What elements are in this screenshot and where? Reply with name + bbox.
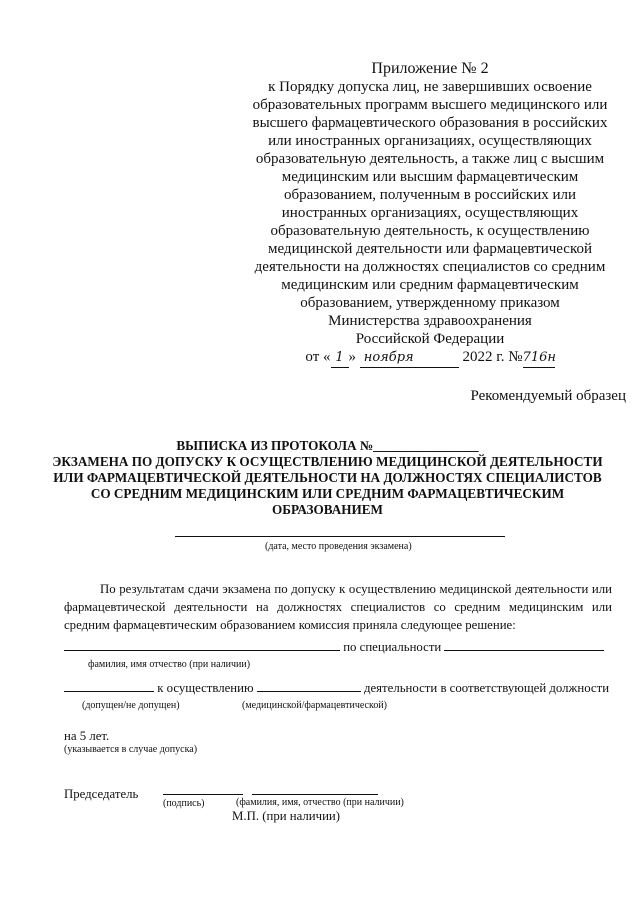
appendix-line: образовательных программ высшего медицинского или xyxy=(252,97,608,113)
appendix-line: к Порядку допуска лиц, не завершивших освоение xyxy=(268,79,592,95)
decision-paragraph: По результатам сдачи экзамена по допуску к осуществлению медицинской деятельности или фармацевтической деятельности на должностях специалистов со средним медицинским или средним фармацевтическим образованием комиссия приняла следующее решение: xyxy=(64,582,612,632)
appendix-line: медицинским или высшим фармацевтическим xyxy=(281,169,579,185)
appendix-title: Приложение № 2 xyxy=(371,60,489,77)
specialty-row xyxy=(64,640,604,655)
date-day: 1 xyxy=(331,349,349,368)
full-name-caption: фамилия, имя отчество (при наличии) xyxy=(88,659,251,670)
protocol-heading xyxy=(40,438,615,518)
recommended-sample-label: Рекомендуемый образец xyxy=(470,388,626,404)
appendix-line: образовательную деятельность, к осуществлению xyxy=(270,223,590,239)
admitted-caption: (допущен/не допущен) xyxy=(82,700,180,711)
full-name-field[interactable] xyxy=(64,640,340,651)
chair-name-field[interactable] xyxy=(252,794,378,795)
order-number: 716н xyxy=(523,349,555,368)
date-place-caption: (дата, место проведения экзамена) xyxy=(265,541,412,552)
appendix-line: медицинской деятельности или фармацевтической xyxy=(267,241,593,257)
term-caption: (указывается в случае допуска) xyxy=(64,744,198,755)
heading-line: ОБРАЗОВАНИЕМ xyxy=(271,502,383,517)
heading-line: ЭКЗАМЕНА ПО ДОПУСКУ К ОСУЩЕСТВЛЕНИЮ МЕДИЦИНСКОЙ ДЕЯТЕЛЬНОСТИ xyxy=(52,454,603,469)
appendix-block xyxy=(235,60,625,368)
appendix-line: медицинским или средним фармацевтическим xyxy=(281,277,579,293)
specialty-field[interactable] xyxy=(444,640,604,651)
appendix-line: деятельности на должностях специалистов со средним xyxy=(254,259,606,275)
chair-label: Председатель xyxy=(64,787,139,801)
decision-mid-label: к осуществлению xyxy=(157,681,254,695)
heading-line: ВЫПИСКА ИЗ ПРОТОКОЛА №________________ xyxy=(176,438,479,453)
term-text: на 5 лет. xyxy=(64,729,110,743)
admitted-field[interactable] xyxy=(64,681,154,692)
date-mid: » xyxy=(348,349,357,365)
order-date-line xyxy=(235,348,625,368)
appendix-line: Министерства здравоохранения xyxy=(328,313,532,329)
appendix-line: или иностранных организациях, осуществляющих xyxy=(268,133,592,149)
appendix-line: Российской Федерации xyxy=(355,331,505,347)
appendix-line: образованием, полученным в российских или xyxy=(283,187,577,203)
heading-line: ИЛИ ФАРМАЦЕВТИЧЕСКОЙ ДЕЯТЕЛЬНОСТИ НА ДОЛЖНОСТЯХ СПЕЦИАЛИСТОВ xyxy=(53,470,602,485)
activity-type-caption: (медицинской/фармацевтической) xyxy=(242,700,388,711)
specialty-label: по специальности xyxy=(343,640,442,654)
date-place-field[interactable] xyxy=(175,536,505,537)
date-month: ноября xyxy=(360,349,459,368)
appendix-line: высшего фармацевтического образования в российских xyxy=(252,115,608,131)
date-year: 2022 г. № xyxy=(462,349,523,365)
stamp-label: М.П. (при наличии) xyxy=(232,809,341,823)
heading-line: СО СРЕДНИМ МЕДИЦИНСКИМ ИЛИ СРЕДНИМ ФАРМАЦЕВТИЧЕСКИМ xyxy=(90,486,565,501)
decision-row xyxy=(64,681,609,696)
appendix-line: образованием, утвержденному приказом xyxy=(300,295,560,311)
signature-field[interactable] xyxy=(163,794,243,795)
chair-name-caption: (фамилия, имя, отчество (при наличии) xyxy=(236,797,404,808)
activity-type-field[interactable] xyxy=(257,681,361,692)
appendix-line: образовательную деятельность, а также лиц с высшим xyxy=(255,151,605,167)
date-prefix: от « xyxy=(305,349,331,365)
decision-end-label: деятельности в соответствующей должности xyxy=(363,681,610,695)
appendix-line: иностранных организациях, осуществляющих xyxy=(281,205,579,221)
signature-caption: (подпись) xyxy=(163,798,205,809)
